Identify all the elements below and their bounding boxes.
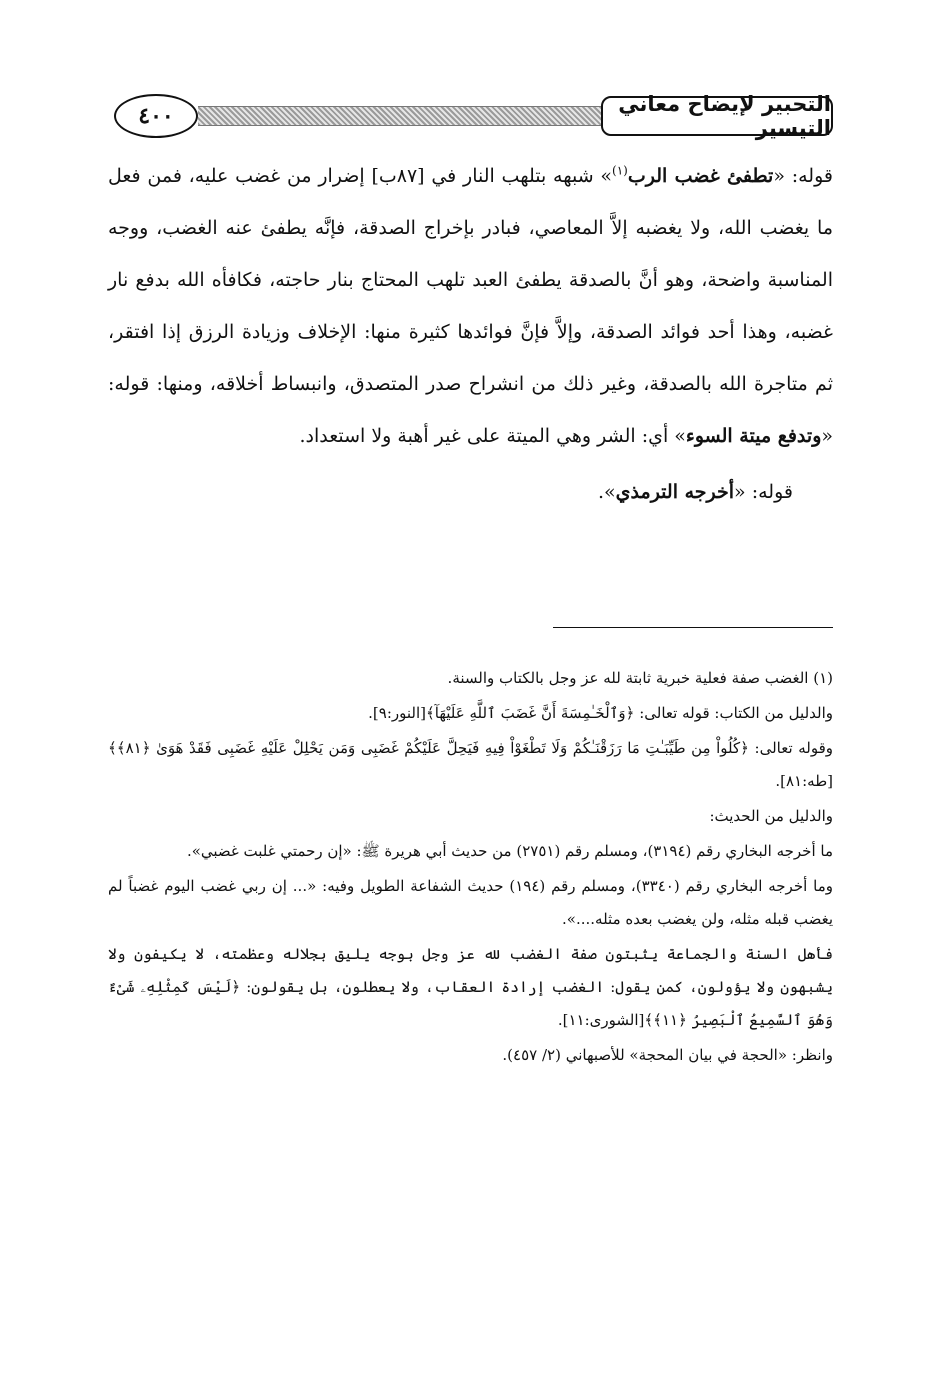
footnote-line: وما أخرجه البخاري رقم (٣٣٤٠)، ومسلم رقم (١٩٤) حديث الشفاعة الطويل وفيه: «... إن ربي غضب اليوم غضباً لم يغضب قبله مثله، ولن يغضب بعده مثله....».	[108, 877, 834, 928]
footnote-separator	[553, 627, 833, 628]
footnote-line: فأهل السنة والجماعة يثبتون صفة الغضب لله عز وجل بوجه يليق بجلاله وعظمته، لا يكيفون ولا يشبهون ولا يؤولون، كمن يقول: الغضب إرادة العقاب، ولا يعطلون، بل يقولون: ﴿لَيْسَ كَمِثْلِهِۦ شَىْءٌ وَهُوَ ٱلسَّمِيعُ ٱلْبَصِيرُ ﴿١١﴾﴾[الشورى:١١].	[108, 945, 833, 1029]
footnote-line: والدليل من الكتاب: قوله تعالى: ﴿وَٱلْخَـٰمِسَةَ أَنَّ غَضَبَ ٱللَّهِ عَلَيْهَآ﴾[النور:٩].	[368, 704, 833, 722]
main-paragraph-2	[108, 466, 833, 518]
footnote-line: ما أخرجه البخاري رقم (٣١٩٤)، ومسلم رقم (٢٧٥١) من حديث أبي هريرة ﷺ: «إن رحمتي غلبت غضبي».	[186, 842, 833, 860]
page-header	[108, 92, 833, 138]
text-run: قوله: «	[773, 165, 833, 187]
main-paragraph-1	[108, 150, 833, 462]
footnote-line: وانظر: «الحجة في بيان المحجة» للأصبهاني (٢/ ٤٥٧).	[502, 1046, 833, 1064]
header-decorative-band	[198, 106, 603, 126]
page-number: ٤٠٠	[114, 94, 198, 138]
quoted-phrase: أخرجه الترمذي	[615, 481, 735, 503]
text-run: » شبهه بتلهب النار في [٨٧ب] إضرار من غضب عليه، فمن فعل ما يغضب الله، ولا يغضبه إلاَّ المعاصي، فبادر بإخراج الصدقة، فإنَّه يطفئ عنه الغضب، ووجه المناسبة واضحة، وهو أنَّ بالصدقة يطفئ العبد تلهب المحتاج بنار حاجته، فكافأه الله بدفع نار غضبه، وهذا أحد فوائد الصدقة، وإلاَّ فإنَّ فوائدها كثيرة منها: الإخلاف وزيادة الرزق إذا افتقر، ثم متاجرة الله بالصدقة، وغير ذلك من انشراح صدر المتصدق، وانبساط أخلاقه، ومنها: قوله: «	[108, 165, 833, 447]
text-run: » أي: الشر وهي الميتة على غير أهبة ولا استعداد.	[299, 425, 686, 447]
text-run: قوله: «	[734, 481, 793, 503]
text-run: ».	[598, 481, 616, 503]
footnote-line: وقوله تعالى: ﴿كُلُواْ مِن طَيِّبَـٰتِ مَا رَزَقْنَـٰكُمْ وَلَا تَطْغَوْاْ فِيهِ فَيَحِلَّ عَلَيْكُمْ غَضَبِى وَمَن يَحْلِلْ عَلَيْهِ غَضَبِى فَقَدْ هَوَىٰ ﴿٨١﴾﴾[طه:٨١].	[108, 739, 833, 790]
quoted-phrase: تطفئ غضب الرب	[627, 165, 774, 187]
footnote-line: والدليل من الحديث:	[709, 807, 833, 825]
footnote-line: (١) الغضب صفة فعلية خبرية ثابتة لله عز وجل بالكتاب والسنة.	[447, 669, 833, 687]
book-title: التحبير لإيضاح معاني التيسير	[601, 96, 833, 136]
quoted-phrase: وتدفع ميتة السوء	[685, 425, 822, 447]
footnotes	[108, 662, 833, 1074]
main-text	[108, 150, 833, 518]
footnote-marker: (١)	[612, 163, 628, 178]
